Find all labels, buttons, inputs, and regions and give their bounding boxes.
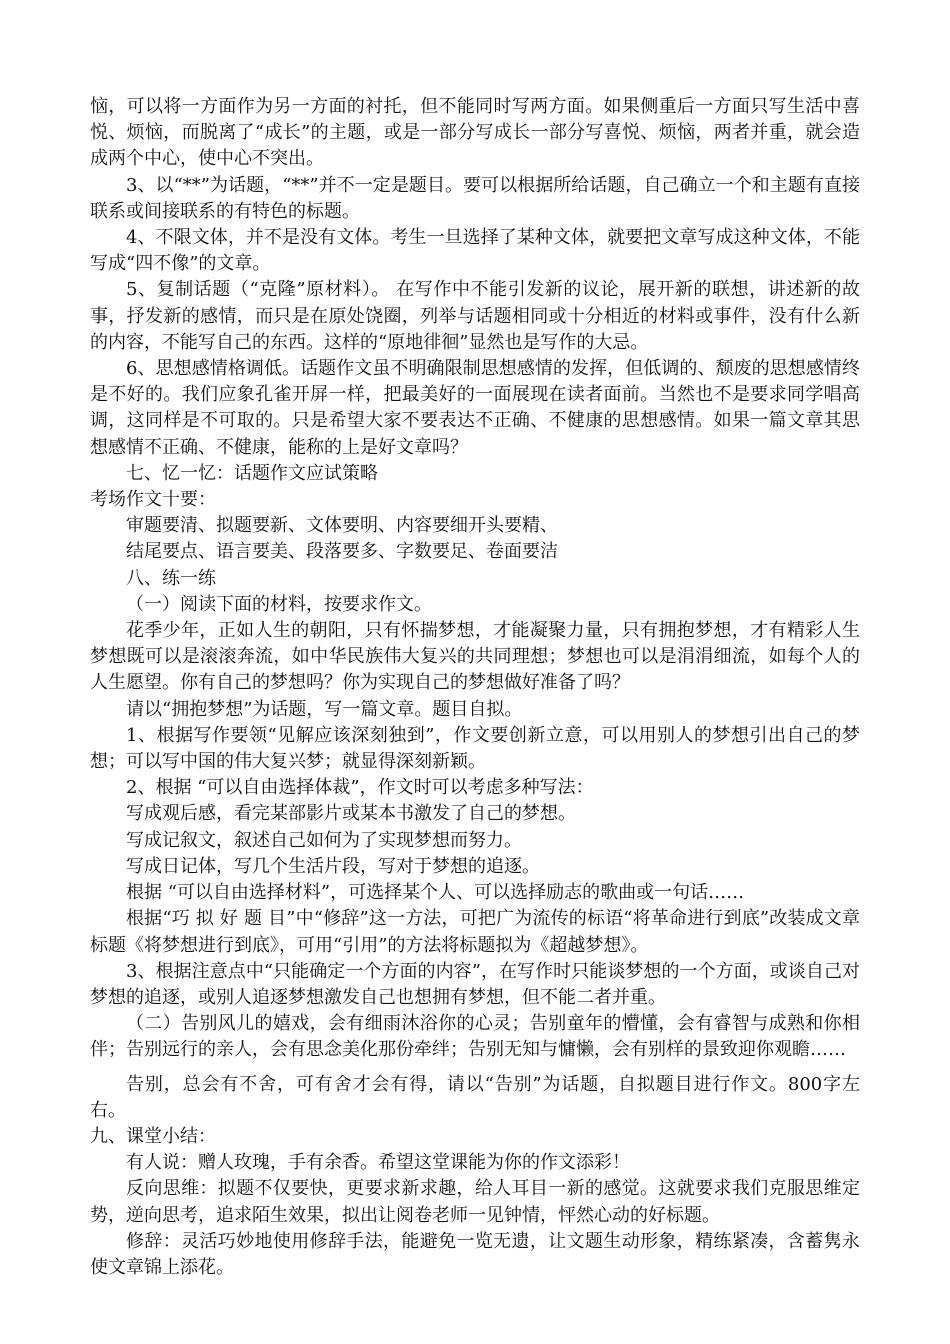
paragraph: 2、根据 “可以自由选择体裁”，作文时可以考虑多种写法： <box>126 777 594 799</box>
paragraph: 1、根据写作要领“见解应该深刻独到”，作文要创新立意，可以用别人的梦想引出自己的梦想；可以写中国的伟大复兴梦；就显得深刻新颖。 <box>90 724 860 773</box>
paragraph: 恼，可以将一方面作为另一方面的衬托，但不能同时写两方面。如果侧重后一方面只写生活中喜悦、烦恼，而脱离了“成长”的主题，或是一部分写成长一部分写喜悦、烦恼，两者并重，就会造成两个中心，使中心不突出。 <box>90 96 860 170</box>
paragraph: （一）阅读下面的材料，按要求作文。 <box>126 593 432 615</box>
section-heading: 八、练一练 <box>126 567 216 589</box>
paragraph: 请以“拥抱梦想”为话题，写一篇文章。题目自拟。 <box>126 698 523 720</box>
paragraph: 4、不限文体，并不是没有文体。考生一旦选择了某种文体，就要把文章写成这种文体，不能写成“四不像”的文章。 <box>90 227 860 275</box>
section-heading: 七、忆一忆：话题作文应试策略 <box>126 462 378 484</box>
paragraph: 有人说：赠人玫瑰，手有余香。希望这堂课能为你的作文添彩！ <box>126 1152 630 1174</box>
paragraph: 花季少年，正如人生的朝阳，只有怀揣梦想，才能凝聚力量，只有拥抱梦想，才有精彩人生梦想既可以是滚滚奔流，如中华民族伟大复兴的共同理想；梦想也可以是涓涓细流，如每个人的人生愿望。你有自己的梦想吗？你为实现自己的梦想做好准备了吗？ <box>90 620 860 694</box>
paragraph: 结尾要点、语言要美、段落要多、字数要足、卷面要洁 <box>126 541 558 563</box>
paragraph: 写成日记体，写几个生活片段，写对于梦想的追逐。 <box>126 855 540 877</box>
document-body <box>90 94 860 1281</box>
paragraph: （二）告别风儿的嬉戏，会有细雨沐浴你的心灵；告别童年的懵懂，会有睿智与成熟和你相伴；告别远行的亲人，会有思念美化那份牵绊；告别无知与慵懒，会有别样的景致迎你观瞻…… <box>90 1013 860 1061</box>
paragraph: 3、以“**”为话题，“**”并不一定是题目。要可以根据所给话题，自己确立一个和主题有直接联系或间接联系的有特色的标题。 <box>90 174 860 222</box>
paragraph: 审题要清、拟题要新、文体要明、内容要细开头要精、 <box>126 515 558 537</box>
paragraph: 根据 “可以自由选择材料”，可选择某个人、可以选择励志的歌曲或一句话…… <box>126 882 745 904</box>
subheading: 考场作文十要： <box>90 489 216 511</box>
paragraph: 5、复制话题（“克隆”原材料）。 在写作中不能引发新的议论，展开新的联想，讲述新的故事，抒发新的感情，而只是在原处饶圈，列举与话题相同或十分相近的材料或事件，没有什么新的内容，不能写自己的东西。这样的“原地徘徊”显然也是写作的大忌。 <box>90 279 860 353</box>
paragraph: 写成记叙文，叙述自己如何为了实现梦想而努力。 <box>126 829 522 851</box>
paragraph: 6、思想感情格调低。话题作文虽不明确限制思想感情的发挥，但低调的、颓废的思想感情终是不好的。我们应象孔雀开屏一样，把最美好的一面展现在读者面前。当然也不是要求同学唱高调，这同样是不可取的。只是希望大家不要表达不正确、不健康的思想感情。如果一篇文章其思想感情不正确、不健康，能称的上是好文章吗？ <box>90 358 860 458</box>
paragraph: 反向思维：拟题不仅要快，更要求新求趣，给人耳目一新的感觉。这就要求我们克服思维定势，逆向思考，追求陌生效果，拟出让阅卷老师一见钟情，怦然心动的好标题。 <box>90 1178 860 1226</box>
section-heading: 九、课堂小结： <box>90 1125 216 1147</box>
paragraph: 写成观后感，看完某部影片或某本书激发了自己的梦想。 <box>126 803 576 825</box>
paragraph: 根据“巧 拟 好 题 目”中“修辞”这一方法，可把广为流传的标语“将革命进行到底”改装成文章标题《将梦想进行到底》，可用“引用”的方法将标题拟为《超越梦想》。 <box>90 908 860 956</box>
paragraph: 修辞：灵活巧妙地使用修辞手法，能避免一览无遗，让文题生动形象，精练紧凑，含蓄隽永使文章锦上添花。 <box>90 1230 860 1278</box>
paragraph: 3、根据注意点中“只能确定一个方面的内容”，在写作时只能谈梦想的一个方面，或谈自己对梦想的追逐，或别人追逐梦想激发自己也想拥有梦想，但不能二者并重。 <box>90 960 860 1008</box>
paragraph: 告别，总会有不舍，可有舍才会有得，请以“告别”为话题，自拟题目进行作文。800字左右。 <box>90 1073 860 1121</box>
